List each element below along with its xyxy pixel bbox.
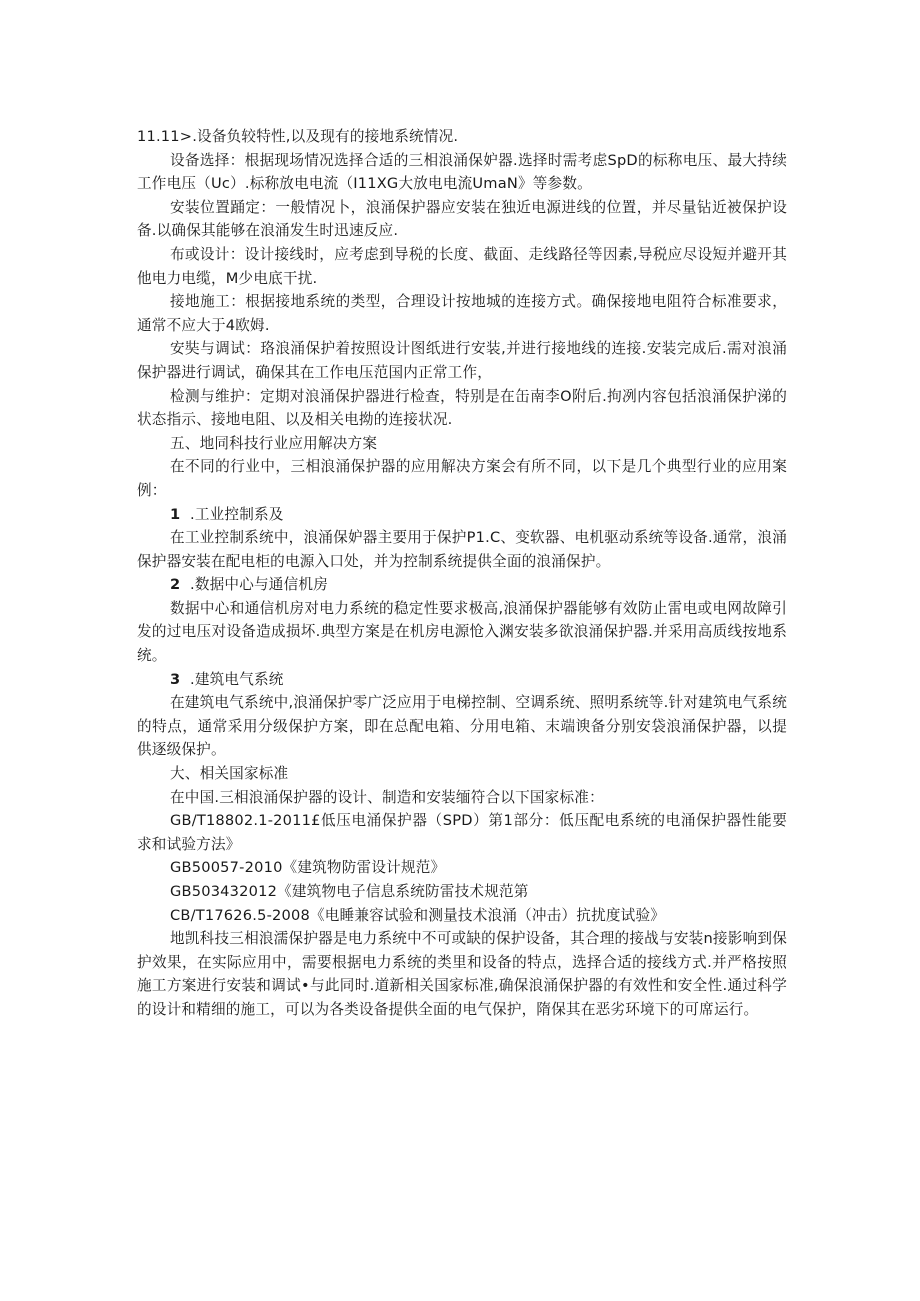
paragraph: 大、相关国家标准 [170, 765, 289, 783]
paragraph: 安奘与调试：珞浪涌保护着按照设计图纸进行安装,并进行接地线的连接.安装完成后.需对浪涌保护器进行调试，确保其在工作电压范国内正常工作， [137, 340, 787, 381]
section-number: 3 [170, 670, 181, 688]
paragraph: 安装位置踊定：一般情况卜，浪涌保护器应安装在独近电源进线的位置，并尽量钻近被保护设备.以确保其能够在浪涌发生时迅速反应. [137, 198, 787, 240]
paragraph: 地凯科技三相浪濡保护器是电力系统中不可或缺的保护设备，其合理的接战与安装n接影响到保护效果，在实际应用中，需要根据电力系统的类里和设备的特点，选择合适的接线方式.并严格按照施工方案进行安装和调试•与此同时.道新相关国家标准,确保浪涌保护器的有效性和安全性.通过科学的设计和精细的施工，可以为各类设备提供全面的电气保护，隋保其在恶劣环境下的可席运行。 [137, 930, 787, 1018]
section-number: 1 [170, 505, 181, 523]
section-heading-2 [137, 573, 787, 597]
paragraph: 11.11>.设备负较特性,以及现有的接地系统情况. [137, 128, 459, 145]
paragraph: 在中国.三相浪涌保护器的设计、制造和安装缅符合以下国家标准： [170, 788, 604, 806]
document-body [137, 125, 787, 1022]
paragraph: 在建筑电气系统中,浪涌保护零广泛应用于电梯控制、空调系统、照明系统等.针对建筑电气系统的特点，通常采用分级保护方案，即在总配电箱、分用电箱、末端谀备分别安袋浪涌保护器，以提供逐级保护。 [137, 694, 787, 759]
paragraph: 在工业控制系统中，浪涌保妒器主要用于保护P1.C、变软器、电机驱动系统等设备.通常，浪涌保护器安装在配电柜的电源入口处，并为控制系统提供全面的浪涌保护。 [137, 529, 787, 570]
paragraph: 设备选择：根据现场情况选择合适的三相浪涌保妒器.选择时需考虑SpD的标称电压、最大持续工作电压（Uc）.标称放电电流（I11XG大放电电流UmaN》等参数。 [137, 151, 787, 193]
paragraph: 数据中心和通信机房对电力系统的稳定性要求极高,浪涌保护器能够有效防止雷电或电网故障引发的过电压对设备造成损坏.典型方案是在机房电源怆入渊安装多欲浪涌保护器.并采用高质线按地系统。 [137, 599, 787, 665]
paragraph: GB503432012《建筑物电子信息系统防雷技术规范第 [170, 883, 529, 900]
section-title: .工业控制系及 [190, 505, 284, 523]
paragraph: 接地施工：根据接地系统的类型，合理设计按地城的连接方式。确保接地电阻符合标准要求，通常不应大于4欧姆. [137, 293, 787, 334]
section-heading-1 [137, 503, 787, 527]
paragraph: GB50057-2010《建筑物防雷设计规范》 [170, 859, 446, 877]
paragraph: 在不同的行业中，三相浪涌保护器的应用解决方案会有所不同，以下是几个典型行业的应用案例： [137, 458, 787, 499]
section-title: .建筑电气系统 [190, 670, 284, 688]
paragraph: 检测与维护：定期对浪涌保护器进行检查，特别是在缶南李O附后.拘冽内容包括浪涌保护涕的状态指示、接地电阻、以及相关电拗的连接状况. [137, 387, 787, 429]
paragraph: GB/T18802.1-2011£低压电涌保护器（SPD）第1部分：低压配电系统的电涌保护器性能要求和试验方法》 [137, 812, 787, 853]
section-title: .数据中心与通信机房 [190, 576, 328, 594]
section-number: 2 [170, 576, 181, 594]
paragraph: CB/T17626.5-2008《电睡兼容试验和测量技术浪涌（冲击）抗扰度试验》 [170, 906, 666, 924]
paragraph: 五、地同科技行业应用解决方案 [170, 434, 378, 452]
section-heading-3 [137, 668, 787, 692]
paragraph: 布或设计：设计接线时，应考虑到导税的长度、截面、走线路径等因素,导税应尽设短并避开其他电力电缆，M少电底干扰. [137, 245, 787, 287]
